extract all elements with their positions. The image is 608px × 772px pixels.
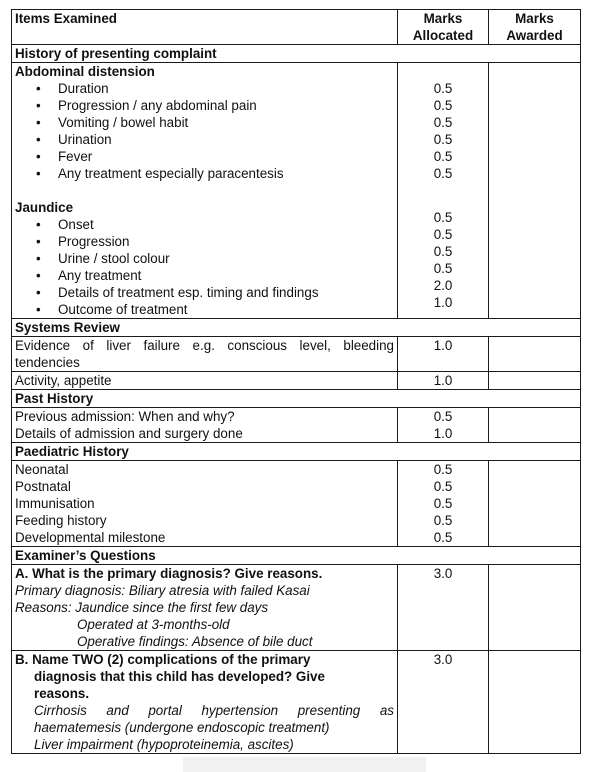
awarded-cell[interactable] xyxy=(489,337,581,372)
abdominal-distension-list xyxy=(15,80,394,182)
section-row-paed xyxy=(12,443,581,461)
question-a-cell xyxy=(12,565,398,651)
section-row-exam xyxy=(12,547,581,565)
table-row xyxy=(12,408,581,443)
mark-value: 0.5 xyxy=(433,530,453,545)
hpc-marks-cell xyxy=(398,63,489,319)
mark-value: 0.5 xyxy=(433,462,453,477)
hpc-items-cell xyxy=(12,63,398,319)
mark-value: 1.0 xyxy=(398,372,489,390)
activity-text: Activity, appetite xyxy=(12,372,398,390)
section-title-hpc: History of presenting complaint xyxy=(12,45,581,63)
list-item: Previous admission: When and why? xyxy=(15,409,235,424)
list-item: • Urination xyxy=(33,131,394,148)
list-item: Immunisation xyxy=(15,496,95,511)
section-row-hpc xyxy=(12,45,581,63)
abdominal-distension-title: Abdominal distension xyxy=(15,64,155,79)
awarded-cell[interactable] xyxy=(489,565,581,651)
section-row-past xyxy=(12,390,581,408)
mark-value: 0.5 xyxy=(433,115,453,130)
mark-value: 0.5 xyxy=(433,149,453,164)
section-title-paed: Paediatric History xyxy=(12,443,581,461)
table-row xyxy=(12,651,581,754)
marks-awarded-header xyxy=(489,10,581,45)
marks-awarded-line2: Awarded xyxy=(506,28,563,43)
section-title-past: Past History xyxy=(12,390,581,408)
mark-value: 0.5 xyxy=(433,132,453,147)
table-row xyxy=(12,565,581,651)
list-item: Details of admission and surgery done xyxy=(15,426,243,441)
question-a: A. What is the primary diagnosis? Give reasons. xyxy=(15,566,323,581)
awarded-cell[interactable] xyxy=(489,63,581,319)
list-item: • Duration xyxy=(33,80,394,97)
mark-value: 1.0 xyxy=(433,295,453,310)
list-item: • Details of treatment esp. timing and findings xyxy=(33,284,394,301)
list-item: Neonatal xyxy=(15,462,69,477)
question-b-cell xyxy=(12,651,398,754)
table-row xyxy=(12,372,581,390)
answer-a-line4: Operative findings: Absence of bile duct xyxy=(77,634,313,649)
awarded-cell[interactable] xyxy=(489,461,581,547)
jaundice-title: Jaundice xyxy=(15,200,74,215)
paed-items-cell xyxy=(12,461,398,547)
awarded-cell[interactable] xyxy=(489,372,581,390)
paed-marks-cell xyxy=(398,461,489,547)
answer-a-line3: Operated at 3-months-old xyxy=(77,617,230,632)
items-examined-header: Items Examined xyxy=(12,10,398,45)
section-title-systems: Systems Review xyxy=(12,319,581,337)
section-row-systems xyxy=(12,319,581,337)
answer-b-line1: Cirrhosis and portal hypertension presenting as haematemesis (undergone endoscopic treatment) xyxy=(34,703,394,735)
list-item: Postnatal xyxy=(15,479,71,494)
list-item: • Progression / any abdominal pain xyxy=(33,97,394,114)
table-row xyxy=(12,337,581,372)
mark-value: 0.5 xyxy=(433,227,453,242)
mark-value: 0.5 xyxy=(433,513,453,528)
question-b-line3: reasons. xyxy=(34,686,90,701)
mark-value: 0.5 xyxy=(433,496,453,511)
jaundice-list xyxy=(15,216,394,318)
list-item: Feeding history xyxy=(15,513,107,528)
table-row xyxy=(12,63,581,319)
list-item: • Onset xyxy=(33,216,394,233)
table-header-row xyxy=(12,10,581,45)
awarded-cell[interactable] xyxy=(489,651,581,754)
mark-value: 0.5 xyxy=(433,98,453,113)
awarded-cell[interactable] xyxy=(489,408,581,443)
marks-allocated-header xyxy=(398,10,489,45)
marking-table xyxy=(11,9,581,754)
spacer xyxy=(15,182,394,199)
mark-value: 3.0 xyxy=(398,565,489,651)
list-item: • Vomiting / bowel habit xyxy=(33,114,394,131)
marks-awarded-line1: Marks xyxy=(515,11,554,26)
marks-allocated-line1: Marks xyxy=(423,11,463,26)
list-item: Developmental milestone xyxy=(15,530,166,545)
mark-value: 3.0 xyxy=(398,651,489,754)
list-item: • Urine / stool colour xyxy=(33,250,394,267)
mark-value: 0.5 xyxy=(433,244,453,259)
list-item: • Any treatment xyxy=(33,267,394,284)
mark-value: 0.5 xyxy=(433,210,453,225)
question-b-line2: diagnosis that this child has developed? Give xyxy=(34,669,325,684)
liver-failure-text: Evidence of liver failure e.g. conscious level, bleeding tendencies xyxy=(12,337,398,372)
list-item: • Fever xyxy=(33,148,394,165)
answer-a-line1: Primary diagnosis: Biliary atresia with failed Kasai xyxy=(15,583,310,598)
mark-value: 0.5 xyxy=(433,409,453,424)
page-footer-bar xyxy=(183,757,426,772)
mark-value: 0.5 xyxy=(433,479,453,494)
table-row xyxy=(12,461,581,547)
mark-value: 0.5 xyxy=(433,81,453,96)
answer-b-line2: Liver impairment (hypoproteinemia, ascites) xyxy=(34,737,294,752)
section-title-exam: Examiner’s Questions xyxy=(12,547,581,565)
mark-value: 2.0 xyxy=(433,278,453,293)
question-b-line1: B. Name TWO (2) complications of the primary xyxy=(15,652,311,667)
list-item: • Any treatment especially paracentesis xyxy=(33,165,394,182)
mark-value: 0.5 xyxy=(433,261,453,276)
list-item: • Progression xyxy=(33,233,394,250)
past-marks-cell xyxy=(398,408,489,443)
mark-value: 1.0 xyxy=(433,426,453,441)
list-item: • Outcome of treatment xyxy=(33,301,394,318)
mark-value: 1.0 xyxy=(398,337,489,372)
marks-allocated-line2: Allocated xyxy=(412,28,474,43)
mark-value: 0.5 xyxy=(433,166,453,181)
answer-a-line2: Reasons: Jaundice since the first few days xyxy=(15,600,269,615)
past-items-cell xyxy=(12,408,398,443)
